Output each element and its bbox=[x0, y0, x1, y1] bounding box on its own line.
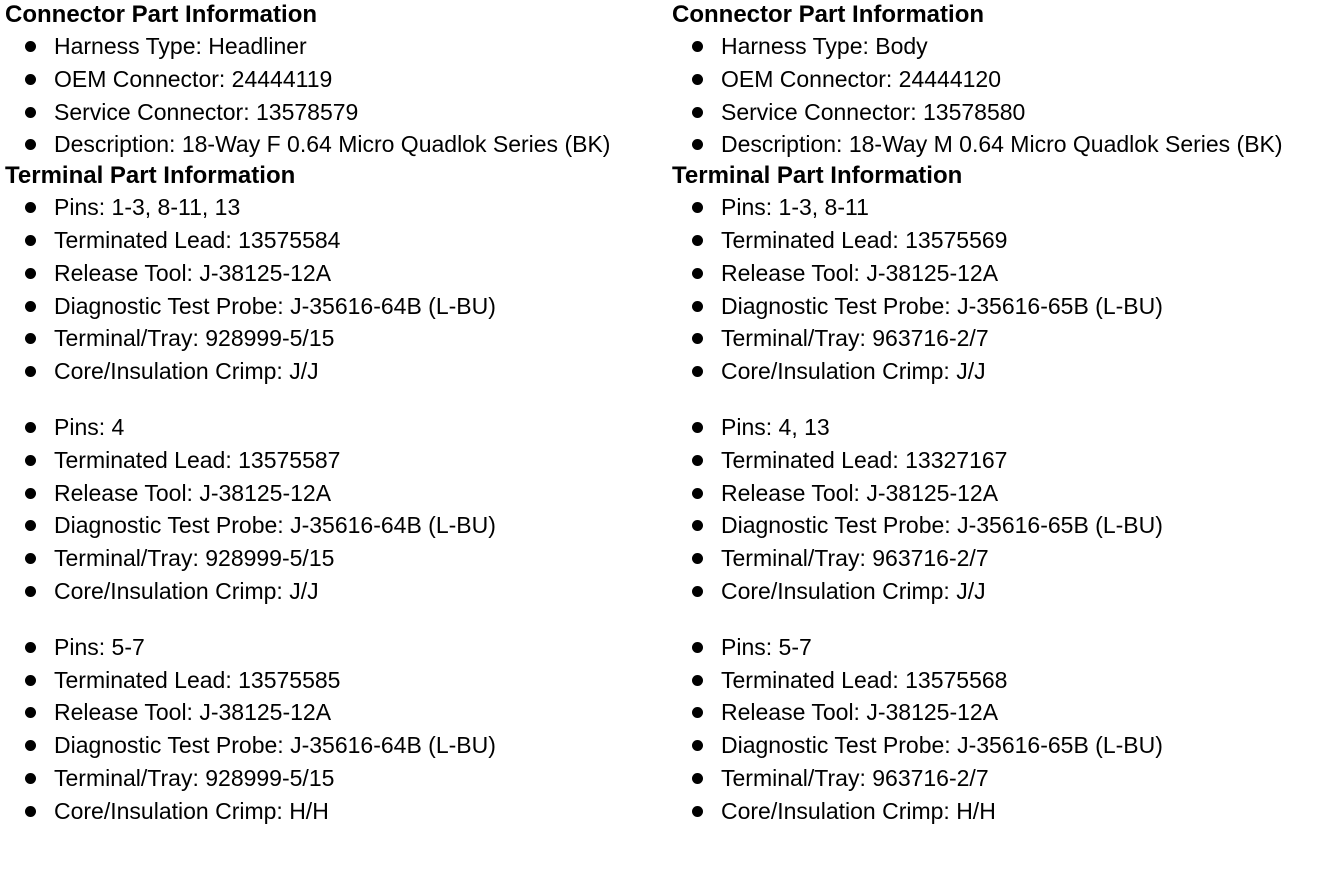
bullet-icon bbox=[25, 366, 36, 377]
list-item: Core/Insulation Crimp: J/J bbox=[672, 355, 1342, 388]
bullet-icon bbox=[692, 422, 703, 433]
list-item: Terminal/Tray: 963716-2/7 bbox=[672, 762, 1342, 795]
list-item: OEM Connector: 24444119 bbox=[5, 63, 675, 96]
list-item: Harness Type: Headliner bbox=[5, 30, 675, 63]
list-item: Core/Insulation Crimp: H/H bbox=[672, 795, 1342, 828]
bullet-icon bbox=[25, 422, 36, 433]
bullet-icon bbox=[25, 553, 36, 564]
bullet-icon bbox=[25, 773, 36, 784]
list-item: Core/Insulation Crimp: J/J bbox=[5, 355, 675, 388]
list-item: Diagnostic Test Probe: J-35616-65B (L-BU) bbox=[672, 509, 1342, 542]
list-item: Diagnostic Test Probe: J-35616-65B (L-BU) bbox=[672, 290, 1342, 323]
bullet-icon bbox=[25, 806, 36, 817]
bullet-icon bbox=[25, 642, 36, 653]
list-item: Release Tool: J-38125-12A bbox=[5, 477, 675, 510]
list-item: Description: 18-Way M 0.64 Micro Quadlok Series (BK) bbox=[672, 128, 1342, 161]
bullet-icon bbox=[25, 520, 36, 531]
bullet-icon bbox=[692, 740, 703, 751]
bullet-icon bbox=[692, 268, 703, 279]
bullet-icon bbox=[692, 139, 703, 150]
group-spacer bbox=[5, 388, 675, 411]
list-item: Diagnostic Test Probe: J-35616-64B (L-BU) bbox=[5, 729, 675, 762]
bullet-icon bbox=[25, 268, 36, 279]
left-column bbox=[5, 0, 675, 828]
right-column bbox=[672, 0, 1342, 828]
list-item: Terminated Lead: 13575587 bbox=[5, 444, 675, 477]
bullet-icon bbox=[25, 707, 36, 718]
list-item: Pins: 4 bbox=[5, 411, 675, 444]
bullet-icon bbox=[25, 301, 36, 312]
list-item: Service Connector: 13578579 bbox=[5, 96, 675, 129]
list-item: Service Connector: 13578580 bbox=[672, 96, 1342, 129]
bullet-icon bbox=[692, 41, 703, 52]
bullet-icon bbox=[692, 333, 703, 344]
bullet-icon bbox=[692, 707, 703, 718]
list-item: Terminal/Tray: 963716-2/7 bbox=[672, 542, 1342, 575]
list-item: Release Tool: J-38125-12A bbox=[5, 696, 675, 729]
bullet-icon bbox=[25, 74, 36, 85]
list-item: Core/Insulation Crimp: H/H bbox=[5, 795, 675, 828]
list-item: Terminal/Tray: 963716-2/7 bbox=[672, 322, 1342, 355]
terminal-group-2 bbox=[672, 411, 1342, 608]
list-item: Terminal/Tray: 928999-5/15 bbox=[5, 322, 675, 355]
list-item: OEM Connector: 24444120 bbox=[672, 63, 1342, 96]
terminal-group-1 bbox=[672, 191, 1342, 388]
bullet-icon bbox=[25, 41, 36, 52]
bullet-icon bbox=[692, 455, 703, 466]
list-item: Terminal/Tray: 928999-5/15 bbox=[5, 542, 675, 575]
bullet-icon bbox=[692, 107, 703, 118]
list-item: Diagnostic Test Probe: J-35616-64B (L-BU) bbox=[5, 290, 675, 323]
connector-heading: Connector Part Information bbox=[672, 1, 985, 28]
list-item: Release Tool: J-38125-12A bbox=[672, 257, 1342, 290]
list-item: Pins: 1-3, 8-11 bbox=[672, 191, 1342, 224]
bullet-icon bbox=[25, 235, 36, 246]
bullet-icon bbox=[692, 301, 703, 312]
bullet-icon bbox=[25, 333, 36, 344]
bullet-icon bbox=[692, 366, 703, 377]
bullet-icon bbox=[25, 139, 36, 150]
group-spacer bbox=[672, 388, 1342, 411]
list-item: Terminated Lead: 13575584 bbox=[5, 224, 675, 257]
bullet-icon bbox=[25, 740, 36, 751]
list-item: Description: 18-Way F 0.64 Micro Quadlok Series (BK) bbox=[5, 128, 675, 161]
connector-list bbox=[5, 30, 675, 161]
list-item: Release Tool: J-38125-12A bbox=[672, 696, 1342, 729]
list-item: Terminated Lead: 13575569 bbox=[672, 224, 1342, 257]
list-item: Terminated Lead: 13327167 bbox=[672, 444, 1342, 477]
list-item: Pins: 4, 13 bbox=[672, 411, 1342, 444]
bullet-icon bbox=[25, 455, 36, 466]
bullet-icon bbox=[692, 235, 703, 246]
list-item: Pins: 5-7 bbox=[672, 631, 1342, 664]
bullet-icon bbox=[692, 675, 703, 686]
list-item: Diagnostic Test Probe: J-35616-65B (L-BU) bbox=[672, 729, 1342, 762]
list-item: Core/Insulation Crimp: J/J bbox=[672, 575, 1342, 608]
terminal-group-3 bbox=[5, 631, 675, 828]
list-item: Terminated Lead: 13575568 bbox=[672, 664, 1342, 697]
list-item: Harness Type: Body bbox=[672, 30, 1342, 63]
terminal-group-3 bbox=[672, 631, 1342, 828]
bullet-icon bbox=[25, 586, 36, 597]
bullet-icon bbox=[25, 675, 36, 686]
group-spacer bbox=[5, 608, 675, 631]
connector-heading: Connector Part Information bbox=[5, 1, 318, 28]
group-spacer bbox=[672, 608, 1342, 631]
list-item: Diagnostic Test Probe: J-35616-64B (L-BU) bbox=[5, 509, 675, 542]
terminal-group-1 bbox=[5, 191, 675, 388]
terminal-heading: Terminal Part Information bbox=[5, 162, 296, 190]
list-item: Core/Insulation Crimp: J/J bbox=[5, 575, 675, 608]
list-item: Terminal/Tray: 928999-5/15 bbox=[5, 762, 675, 795]
list-item: Release Tool: J-38125-12A bbox=[672, 477, 1342, 510]
bullet-icon bbox=[692, 773, 703, 784]
list-item: Pins: 1-3, 8-11, 13 bbox=[5, 191, 675, 224]
terminal-heading: Terminal Part Information bbox=[672, 162, 963, 190]
list-item: Terminated Lead: 13575585 bbox=[5, 664, 675, 697]
bullet-icon bbox=[25, 107, 36, 118]
bullet-icon bbox=[692, 488, 703, 499]
list-item: Pins: 5-7 bbox=[5, 631, 675, 664]
bullet-icon bbox=[692, 74, 703, 85]
bullet-icon bbox=[692, 642, 703, 653]
bullet-icon bbox=[692, 806, 703, 817]
list-item: Release Tool: J-38125-12A bbox=[5, 257, 675, 290]
connector-list bbox=[672, 30, 1342, 161]
bullet-icon bbox=[25, 488, 36, 499]
bullet-icon bbox=[692, 553, 703, 564]
bullet-icon bbox=[25, 202, 36, 213]
bullet-icon bbox=[692, 520, 703, 531]
terminal-group-2 bbox=[5, 411, 675, 608]
bullet-icon bbox=[692, 202, 703, 213]
bullet-icon bbox=[692, 586, 703, 597]
